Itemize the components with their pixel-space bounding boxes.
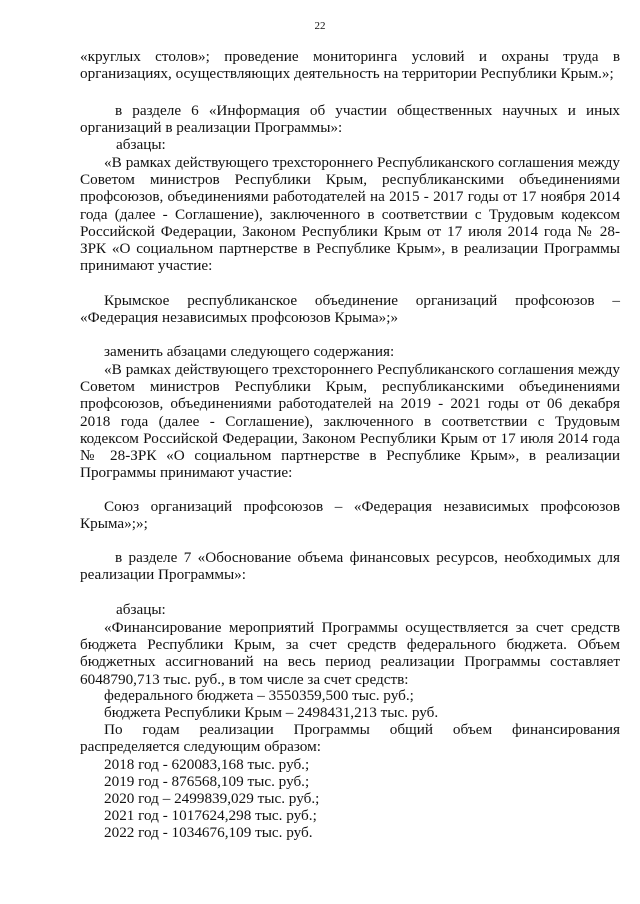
- paragraph-5: Крымское республиканское объединение организаций профсоюзов – «Федерация независимых профсоюзов Крыма»;»: [80, 292, 620, 327]
- year-line: 2018 год - 620083,168 тыс. руб.;: [104, 756, 310, 773]
- paragraph-6: заменить абзацами следующего содержания:: [104, 343, 395, 360]
- paragraph-11: «Финансирование мероприятий Программы осуществляется за счет средств бюджета Республики Крым, за счет средств федерального бюджета. Объем бюджетных ассигнований на весь период реализации Программы составляет 6048790,713 тыс. руб., в том числе за счет средств:: [80, 619, 620, 688]
- paragraph-10: абзацы:: [116, 601, 166, 618]
- year-line: 2020 год – 2499839,029 тыс. руб.;: [104, 790, 320, 807]
- paragraph-14: По годам реализации Программы общий объем финансирования распределяется следующим образом:: [80, 721, 620, 756]
- paragraph-7: «В рамках действующего трехстороннего Республиканского соглашения между Советом министров Республики Крым, республиканскими объединениями профсоюзов, объединениями работодателей на 2019 - 2021 годы от 06 декабря 2018 года (далее - Соглашение), заключенного в соответствии с Трудовым кодексом Российской Федерации, Законом Республики Крым от 17 июля 2014 года № 28-ЗРК «О социальном партнерстве в Республике Крым», в реализации Программы принимают участие:: [80, 361, 620, 482]
- paragraph-2: в разделе 6 «Информация об участии общественных научных и иных организаций в реализации Программы»:: [80, 102, 620, 137]
- paragraph-12: федерального бюджета – 3550359,500 тыс. руб.;: [104, 687, 414, 704]
- year-line: 2019 год - 876568,109 тыс. руб.;: [104, 773, 310, 790]
- paragraph-13: бюджета Республики Крым – 2498431,213 тыс. руб.: [104, 704, 439, 721]
- paragraph-1: «круглых столов»; проведение мониторинга условий и охраны труда в организациях, осуществляющих деятельность на территории Республики Крым.»;: [80, 48, 620, 83]
- page-number: 22: [314, 20, 326, 32]
- paragraph-8: Союз организаций профсоюзов – «Федерация независимых профсоюзов Крыма»;»;: [80, 498, 620, 533]
- paragraph-3: абзацы:: [116, 136, 166, 153]
- paragraph-9: в разделе 7 «Обоснование объема финансовых ресурсов, необходимых для реализации Программы»:: [80, 549, 620, 584]
- paragraph-4: «В рамках действующего трехстороннего Республиканского соглашения между Советом министров Республики Крым, республиканскими объединениями профсоюзов, объединениями работодателей на 2015 - 2017 годы от 17 ноября 2014 года (далее - Соглашение), заключенного в соответствии с Трудовым кодексом Российской Федерации, Законом Республики Крым от 17 июля 2014 года № 28-ЗРК «О социальном партнерстве в Республике Крым», в реализации Программы принимают участие:: [80, 154, 620, 275]
- year-line: 2021 год - 1017624,298 тыс. руб.;: [104, 807, 317, 824]
- year-line: 2022 год - 1034676,109 тыс. руб.: [104, 824, 313, 841]
